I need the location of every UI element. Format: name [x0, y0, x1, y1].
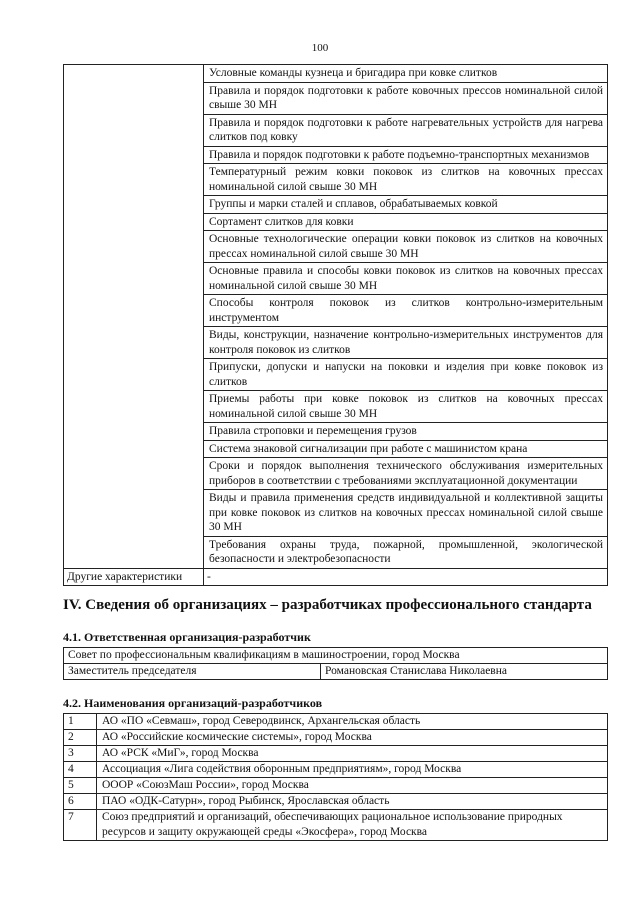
- developer-name: АО «РСК «МиГ», город Москва: [97, 746, 608, 762]
- requirement-item: Виды и правила применения средств индивидуальной и коллективной защиты при ковке поковок из слитков на ковочных прессах номинальной силой свыше 30 МН: [204, 490, 608, 537]
- requirement-item: Группы и марки сталей и сплавов, обрабатываемых ковкой: [204, 196, 608, 214]
- table-row: [64, 730, 608, 746]
- table-row: [64, 65, 608, 83]
- developers-table: [63, 713, 608, 841]
- page-number: 100: [311, 42, 329, 54]
- requirement-item: Виды, конструкции, назначение контрольно-измерительных инструментов для контроля поковок из слитков: [204, 327, 608, 359]
- requirement-item: Основные правила и способы ковки поковок из слитков на ковочных прессах номинальной силой свыше 30 МН: [204, 263, 608, 295]
- responsible-org-heading: 4.1. Ответственная организация-разработчик: [63, 630, 311, 644]
- requirement-item: Правила строповки и перемещения грузов: [204, 423, 608, 441]
- table-row: [64, 746, 608, 762]
- developer-number: 7: [64, 810, 97, 841]
- responsible-org-table: [63, 647, 608, 680]
- requirement-item: Температурный режим ковки поковок из слитков на ковочных прессах номинальной силой свыше 30 МН: [204, 164, 608, 196]
- section-title: IV. Сведения об организациях – разработчиках профессионального стандарта: [63, 597, 592, 613]
- developer-name: ПАО «ОДК-Сатурн», город Рыбинск, Ярославская область: [97, 794, 608, 810]
- developer-number: 2: [64, 730, 97, 746]
- developer-name: Ассоциация «Лига содействия оборонным предприятиям», город Москва: [97, 762, 608, 778]
- developer-number: 6: [64, 794, 97, 810]
- table-row: [64, 664, 608, 680]
- table-row: [64, 568, 608, 586]
- table-row: [64, 762, 608, 778]
- responsible-person: Романовская Станислава Николаевна: [321, 664, 608, 680]
- developer-number: 5: [64, 778, 97, 794]
- requirement-item: Приемы работы при ковке поковок из слитков на ковочных прессах номинальной силой свыше 30 МН: [204, 391, 608, 423]
- developer-name: АО «Российские космические системы», город Москва: [97, 730, 608, 746]
- developer-name: Союз предприятий и организаций, обеспечивающих рациональное использование природных ресурсов и защиту окружающей среды «Экосфера», город Москва: [97, 810, 608, 841]
- table-row: [64, 714, 608, 730]
- requirements-table: [63, 64, 608, 586]
- other-characteristics-label: Другие характеристики: [64, 568, 204, 586]
- table-row: [64, 648, 608, 664]
- developers-heading: 4.2. Наименования организаций-разработчиков: [63, 696, 323, 710]
- requirement-item: Припуски, допуски и напуски на поковки и изделия при ковке поковок из слитков: [204, 359, 608, 391]
- requirement-item: Правила и порядок подготовки к работе нагревательных устройств для нагрева слитков под ковку: [204, 114, 608, 146]
- requirement-item: Требования охраны труда, пожарной, промышленной, экологической безопасности и электробезопасности: [204, 536, 608, 568]
- requirement-item: Сортамент слитков для ковки: [204, 213, 608, 231]
- table-row: [64, 794, 608, 810]
- responsible-org-name: Совет по профессиональным квалификациям в машиностроении, город Москва: [64, 648, 608, 664]
- developer-number: 1: [64, 714, 97, 730]
- table-row: [64, 810, 608, 841]
- table-row: [64, 778, 608, 794]
- empty-label-cell: [64, 65, 204, 569]
- requirement-item: Правила и порядок подготовки к работе подъемно-транспортных механизмов: [204, 146, 608, 164]
- developer-number: 3: [64, 746, 97, 762]
- developer-name: АО «ПО «Севмаш», город Северодвинск, Архангельская область: [97, 714, 608, 730]
- developer-name: ОООР «СоюзМаш России», город Москва: [97, 778, 608, 794]
- requirement-item: Система знаковой сигнализации при работе с машинистом крана: [204, 440, 608, 458]
- requirement-item: Способы контроля поковок из слитков контрольно-измерительным инструментом: [204, 295, 608, 327]
- requirement-item: Условные команды кузнеца и бригадира при ковке слитков: [204, 65, 608, 83]
- other-characteristics-value: -: [204, 568, 608, 586]
- requirement-item: Сроки и порядок выполнения технического обслуживания измерительных приборов в соответствии с требованиями эксплуатационной документации: [204, 458, 608, 490]
- developer-number: 4: [64, 762, 97, 778]
- requirement-item: Основные технологические операции ковки поковок из слитков на ковочных прессах номинальной силой свыше 30 МН: [204, 231, 608, 263]
- responsible-position: Заместитель председателя: [64, 664, 321, 680]
- requirement-item: Правила и порядок подготовки к работе ковочных прессов номинальной силой свыше 30 МН: [204, 82, 608, 114]
